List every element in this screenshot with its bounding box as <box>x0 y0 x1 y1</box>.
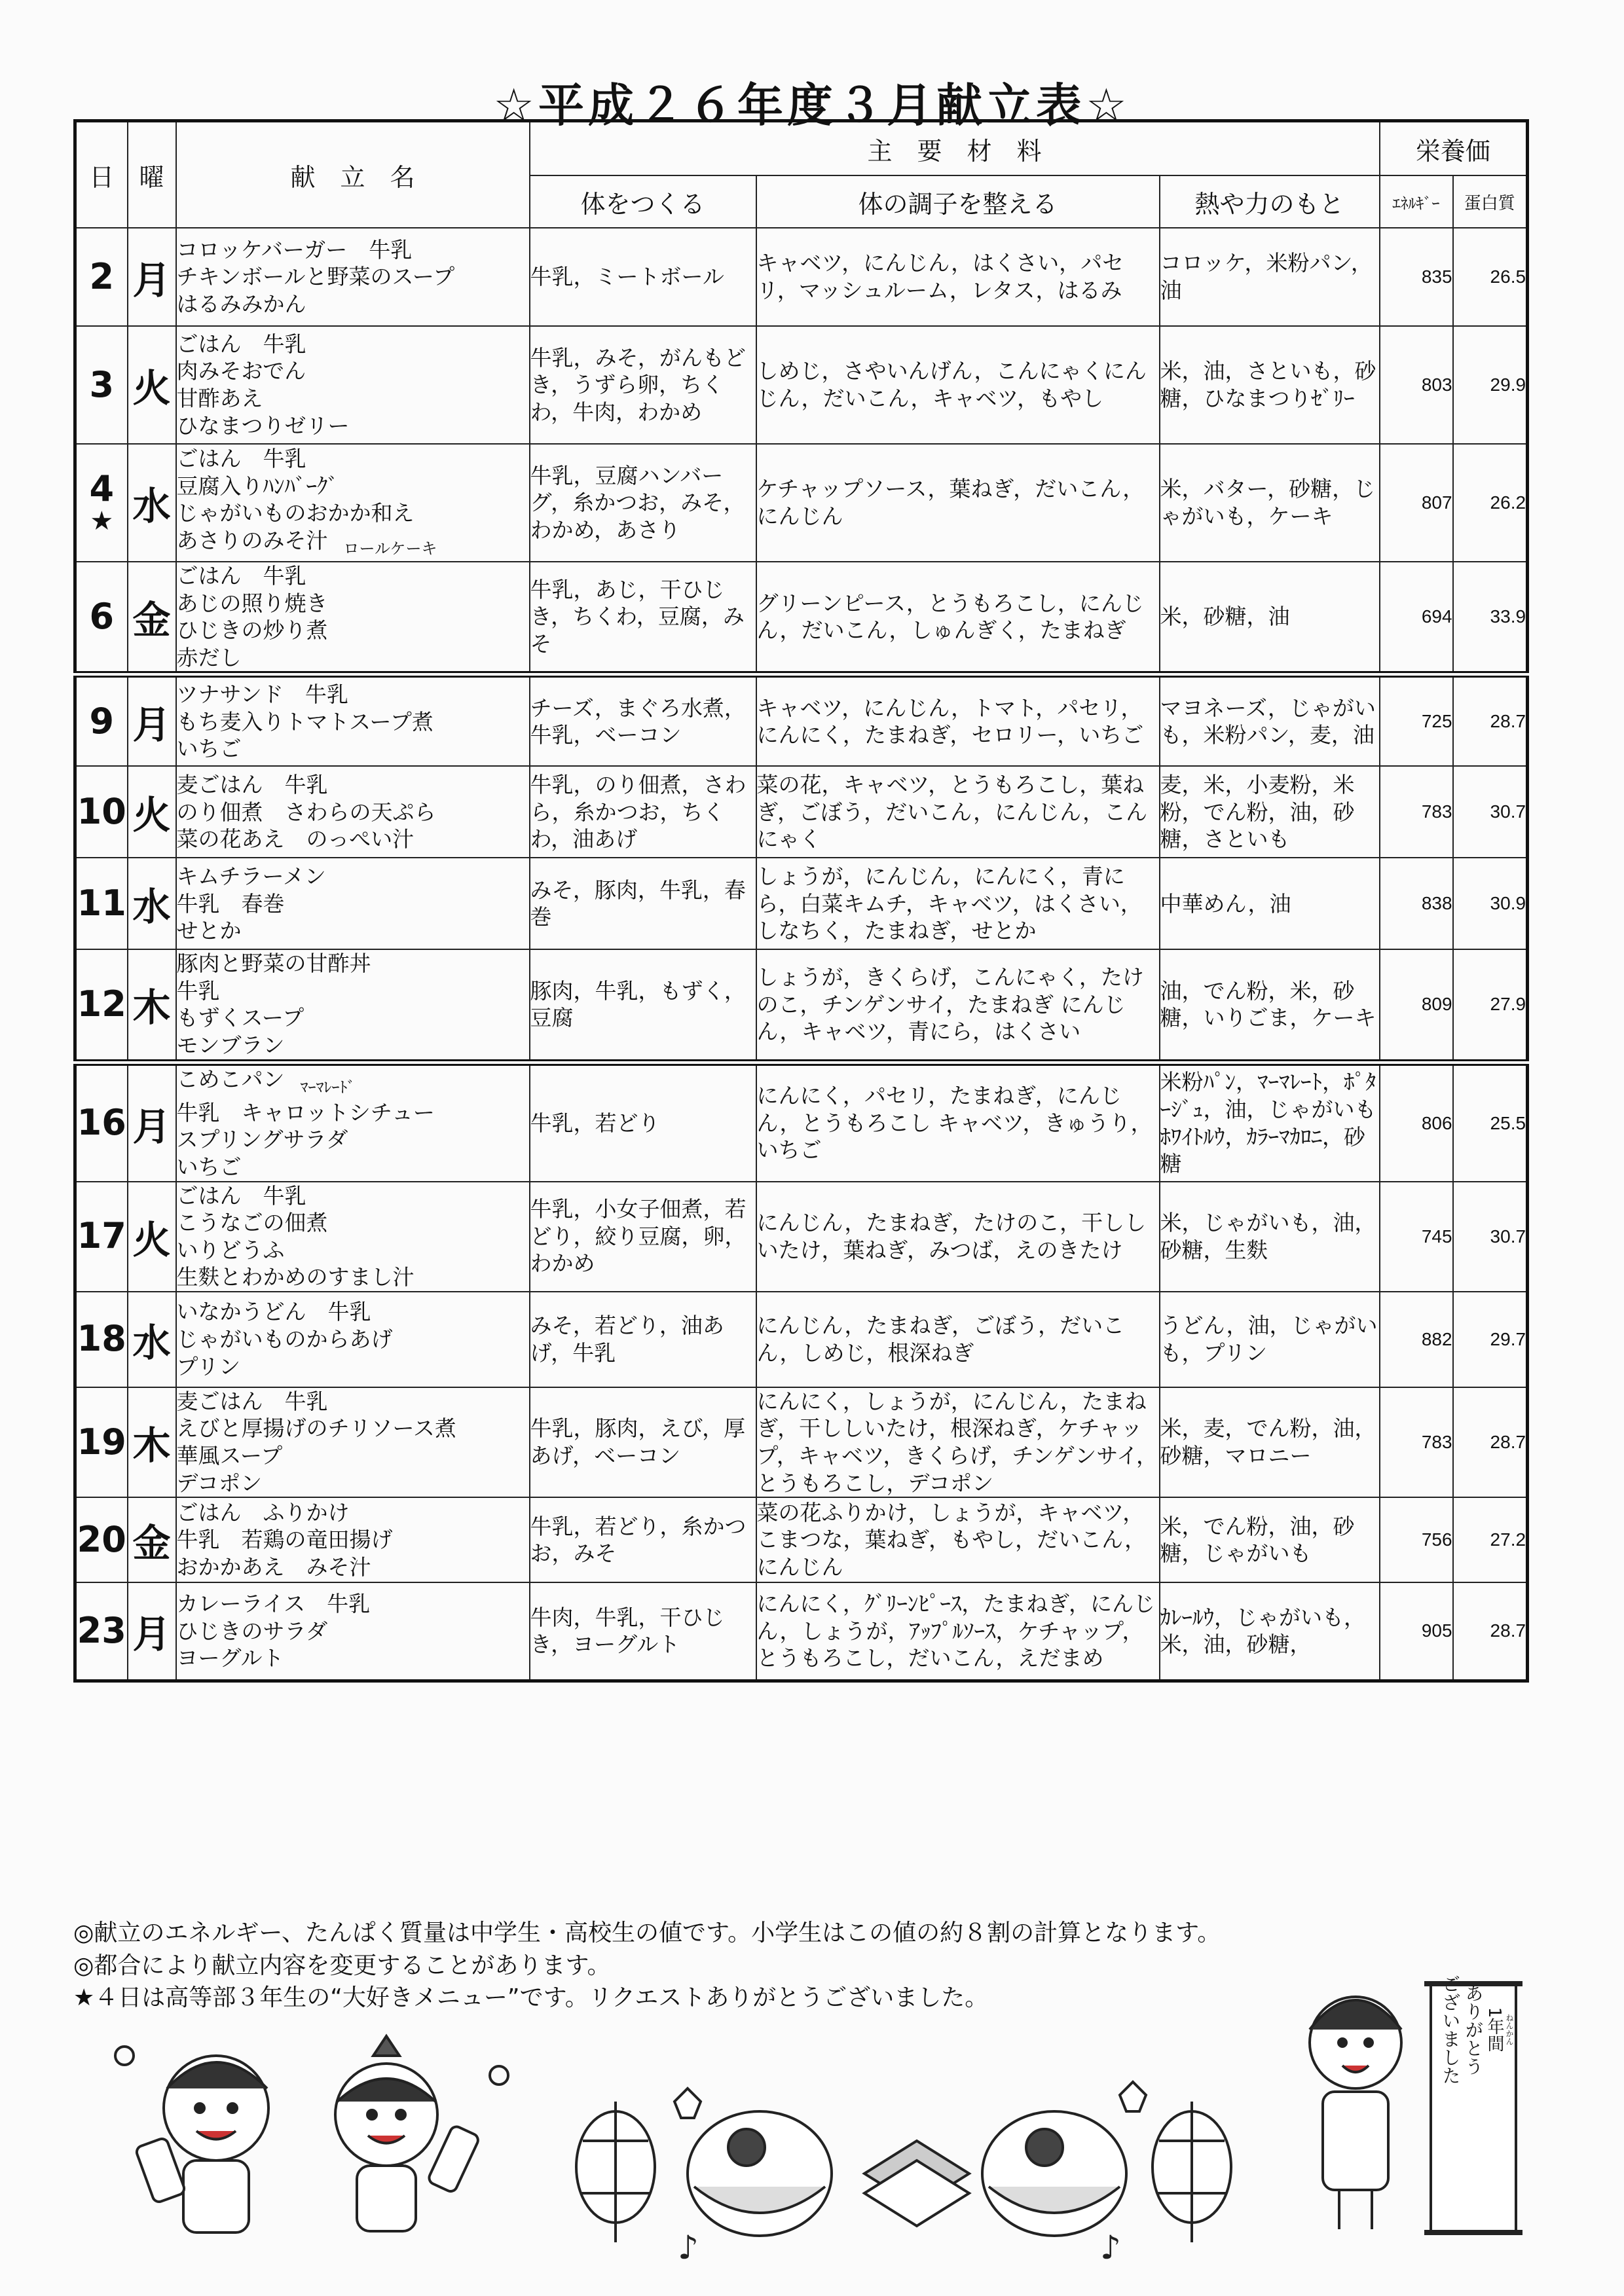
dish: キムチラーメン <box>176 863 326 889</box>
children-illustration <box>98 2016 517 2252</box>
menu-row <box>75 1063 1528 1182</box>
weekday-cell: 木 <box>128 949 176 1062</box>
menu-row <box>75 674 1528 766</box>
weekday-cell: 火 <box>128 326 176 444</box>
energy-source-cell: 油，でん粉，米，砂糖，いりごま，ケーキ <box>1160 949 1380 1062</box>
body-building-cell: 牛乳，若どり <box>530 1063 756 1182</box>
dish: ツナサンド 牛乳 <box>176 681 348 707</box>
header-menu-name: 献 立 名 <box>176 121 530 228</box>
header-energy: ｴﾈﾙｷﾞｰ <box>1380 175 1453 228</box>
dish: 豆腐入りﾊﾝﾊﾞｰｸﾞ <box>176 473 339 499</box>
body-regulating-cell: グリーンピース，とうもろこし，にんじん，だいこん，しゅんぎく，たまねぎ <box>756 562 1160 674</box>
energy-source-cell: 麦，米，小麦粉，米粉，でん粉，油，砂糖，さといも <box>1160 766 1380 858</box>
header-weekday: 曜 <box>128 121 176 228</box>
dish: 赤だし <box>176 644 242 670</box>
dish: プリン <box>176 1353 241 1379</box>
dish: あじの照り焼き <box>176 590 328 616</box>
energy-value-cell: 838 <box>1380 858 1453 949</box>
dish: 豚肉と野菜の甘酢丼 <box>176 951 371 977</box>
body-regulating-cell: キャベツ，にんじん，トマト，パセリ，にんにく，たまねぎ，セロリー，いちご <box>756 674 1160 766</box>
energy-value-cell: 783 <box>1380 766 1453 858</box>
dish: もずくスープ <box>176 1005 304 1031</box>
day-cell <box>75 1063 128 1182</box>
energy-source-cell: コロッケ，米粉パン，油 <box>1160 228 1380 326</box>
weekday-cell: 月 <box>128 674 176 766</box>
body-building-cell: 牛乳，豚肉，えび，厚あげ，ベーコン <box>530 1387 756 1497</box>
body-regulating-cell: 菜の花，キャベツ，とうもろこし，葉ねぎ，ごぼう，だいこん，にんじん，こんにゃく <box>756 766 1160 858</box>
dish: いちご <box>176 736 242 762</box>
energy-value-cell: 725 <box>1380 674 1453 766</box>
dish: 牛乳 キャロットシチュー <box>176 1099 435 1125</box>
energy-value-cell: 745 <box>1380 1182 1453 1292</box>
dish: のり佃煮 さわらの天ぷら <box>176 799 436 825</box>
menu-row <box>75 444 1528 562</box>
energy-source-cell: ｶﾚｰﾙｳ，じゃがいも，米，油，砂糖， <box>1160 1582 1380 1681</box>
body-building-cell: 牛乳，みそ，がんもどき，うずら卵，ちくわ，牛肉，わかめ <box>530 326 756 444</box>
weekday-cell: 水 <box>128 444 176 562</box>
weekday-cell: 月 <box>128 1582 176 1681</box>
energy-source-cell: 米粉ﾊﾟﾝ，ﾏｰﾏﾚｰﾄ，ﾎﾟﾀｰｼﾞｭ，油，じゃがいも ﾎﾜｲﾄﾙｳ，ｶﾗｰﾏｶﾛﾆ，砂糖 <box>1160 1063 1380 1182</box>
day-number: 17 <box>77 1215 126 1257</box>
body-building-cell: みそ，豚肉，牛乳，春巻 <box>530 858 756 949</box>
menu-name-cell <box>176 562 530 674</box>
menu-name-cell <box>176 444 530 562</box>
protein-value-cell: 29.7 <box>1453 1292 1528 1387</box>
protein-value-cell: 28.7 <box>1453 674 1528 766</box>
note-change: ◎都合により献立内容を変更することがあります。 <box>73 1952 611 1979</box>
day-number: 12 <box>77 983 126 1025</box>
dish: 牛乳 <box>176 977 220 1004</box>
header-body-regulating: 体の調子を整える <box>756 175 1160 228</box>
day-number: 3 <box>89 363 115 405</box>
menu-row <box>75 562 1528 674</box>
menu-name-cell <box>176 1497 530 1582</box>
dish: デコポン <box>176 1470 263 1496</box>
protein-value-cell: 26.5 <box>1453 228 1528 326</box>
body-regulating-cell: しょうが，にんじん，にんにく，青にら，白菜キムチ，キャベツ，はくさい，しなちく，たまねぎ，せとか <box>756 858 1160 949</box>
hina-doll-illustration <box>557 2062 1251 2272</box>
body-building-cell: 牛乳，のり佃煮，さわら，糸かつお，ちくわ，油あげ <box>530 766 756 858</box>
header-day: 日 <box>75 121 128 228</box>
body-regulating-cell: にんにく，ｸﾞﾘｰﾝﾋﾟｰｽ，たまねぎ，にんじん，しょうが，ｱｯﾌﾟﾙｿｰｽ，ケチャップ，とうもろこし，だいこん，えだまめ <box>756 1582 1160 1681</box>
dish: いちご <box>176 1154 242 1180</box>
day-number: 18 <box>77 1318 126 1360</box>
menu-row <box>75 1582 1528 1681</box>
energy-value-cell: 882 <box>1380 1292 1453 1387</box>
protein-value-cell: 25.5 <box>1453 1063 1528 1182</box>
dish: こめこパン <box>176 1066 285 1092</box>
energy-value-cell: 694 <box>1380 562 1453 674</box>
scroll-ruby: ねんかん <box>1505 2014 1514 2045</box>
scroll-text-1: ありがとう <box>1462 1984 1485 2075</box>
weekday-cell: 水 <box>128 858 176 949</box>
menu-row <box>75 326 1528 444</box>
dish: あさりのみそ汁 <box>176 527 328 553</box>
energy-source-cell: 中華めん，油 <box>1160 858 1380 949</box>
weekday-cell: 水 <box>128 1292 176 1387</box>
header-protein: 蛋白質 <box>1453 175 1528 228</box>
dish: せとか <box>176 918 242 944</box>
day-number: 23 <box>77 1610 126 1652</box>
energy-source-cell: 米，油，さといも，砂糖，ひなまつりｾﾞﾘｰ <box>1160 326 1380 444</box>
dish: 牛乳 若鶏の竜田揚げ <box>176 1527 393 1553</box>
body-building-cell: 牛乳，あじ，干ひじき，ちくわ，豆腐，みそ <box>530 562 756 674</box>
dish: 肉みそおでん <box>176 358 306 384</box>
protein-value-cell: 29.9 <box>1453 326 1528 444</box>
energy-source-cell: 米，バター，砂糖，じゃがいも，ケーキ <box>1160 444 1380 562</box>
energy-value-cell: 783 <box>1380 1387 1453 1497</box>
energy-source-cell: 米，麦，でん粉，油，砂糖，マロニー <box>1160 1387 1380 1497</box>
body-regulating-cell: にんじん，たまねぎ，ごぼう，だいこん，しめじ，根深ねぎ <box>756 1292 1160 1387</box>
menu-row <box>75 1292 1528 1387</box>
dish: 生麩とわかめのすまし汁 <box>176 1264 415 1290</box>
menu-name-cell <box>176 1182 530 1292</box>
dish-extra: ロールケーキ <box>343 539 437 558</box>
scroll-heading: 1年間 <box>1485 2007 1504 2052</box>
energy-value-cell: 806 <box>1380 1063 1453 1182</box>
dish: じゃがいものおかか和え <box>176 500 415 526</box>
day-cell <box>75 858 128 949</box>
protein-value-cell: 27.2 <box>1453 1497 1528 1582</box>
star-mark: ★ <box>90 506 114 537</box>
energy-value-cell: 809 <box>1380 949 1453 1062</box>
body-building-cell: 豚肉，牛乳，もずく，豆腐 <box>530 949 756 1062</box>
dish: 華風スープ <box>176 1442 283 1468</box>
dish: コロッケバーガー 牛乳 <box>176 236 413 263</box>
day-number: 9 <box>89 700 115 742</box>
day-cell <box>75 562 128 674</box>
menu-name-cell <box>176 1387 530 1497</box>
body-building-cell: みそ，若どり，油あげ，牛乳 <box>530 1292 756 1387</box>
dish: チキンボールと野菜のスープ <box>176 264 455 290</box>
dish: ひじきのサラダ <box>176 1618 328 1644</box>
energy-value-cell: 905 <box>1380 1582 1453 1681</box>
dish: はるみみかん <box>176 291 306 317</box>
protein-value-cell: 30.7 <box>1453 1182 1528 1292</box>
teacher-illustration <box>1283 1958 1545 2239</box>
menu-row <box>75 1387 1528 1497</box>
menu-name-cell <box>176 858 530 949</box>
menu-name-cell <box>176 766 530 858</box>
dish: ヨーグルト <box>176 1645 284 1671</box>
body-regulating-cell: 菜の花ふりかけ，しょうが，キャベツ，こまつな，葉ねぎ，もやし，だいこん，にんじん <box>756 1497 1160 1582</box>
dish: いりどうふ <box>176 1237 285 1263</box>
body-building-cell: 牛乳，豆腐ハンバーグ，糸かつお，みそ，わかめ，あさり <box>530 444 756 562</box>
weekday-cell: 火 <box>128 766 176 858</box>
dish: 牛乳 春巻 <box>176 890 285 917</box>
menu-row <box>75 858 1528 949</box>
day-cell <box>75 766 128 858</box>
day-cell <box>75 1497 128 1582</box>
menu-row <box>75 949 1528 1062</box>
header-energy-source: 熱や力のもと <box>1160 175 1380 228</box>
energy-value-cell: 756 <box>1380 1497 1453 1582</box>
dish: ごはん 牛乳 <box>176 1182 306 1209</box>
protein-value-cell: 30.7 <box>1453 766 1528 858</box>
day-cell <box>75 1182 128 1292</box>
body-building-cell: チーズ，まぐろ水煮，牛乳，ベーコン <box>530 674 756 766</box>
weekday-cell: 火 <box>128 1182 176 1292</box>
body-building-cell: 牛乳，若どり，糸かつお，みそ <box>530 1497 756 1582</box>
dish: ごはん 牛乳 <box>176 331 306 357</box>
header-body-building: 体をつくる <box>530 175 756 228</box>
body-regulating-cell: にんにく，しょうが，にんじん，たまねぎ，干ししいたけ，根深ねぎ，ケチャップ，キャベツ，きくらげ，チンゲンサイ，とうもろこし，デコポン <box>756 1387 1160 1497</box>
energy-value-cell: 835 <box>1380 228 1453 326</box>
energy-source-cell: 米，じゃがいも，油，砂糖，生麩 <box>1160 1182 1380 1292</box>
protein-value-cell: 27.9 <box>1453 949 1528 1062</box>
body-regulating-cell: キャベツ，にんじん，はくさい，パセリ，マッシュルーム，レタス，はるみ <box>756 228 1160 326</box>
day-cell <box>75 1292 128 1387</box>
scroll-text-2: ございました <box>1439 1975 1462 2085</box>
dish: 麦ごはん 牛乳 <box>176 1388 328 1414</box>
dish: スプリングサラダ <box>176 1127 348 1153</box>
menu-row <box>75 766 1528 858</box>
day-number: 19 <box>77 1421 126 1463</box>
day-number: 10 <box>77 790 126 832</box>
protein-value-cell: 28.7 <box>1453 1387 1528 1497</box>
body-building-cell: 牛乳，小女子佃煮，若どり，絞り豆腐，卵，わかめ <box>530 1182 756 1292</box>
dish: おかかあえ みそ汁 <box>176 1554 371 1580</box>
day-cell <box>75 228 128 326</box>
dish: カレーライス 牛乳 <box>176 1591 371 1617</box>
menu-row <box>75 228 1528 326</box>
energy-source-cell: マヨネーズ，じゃがいも，米粉パン，麦，油 <box>1160 674 1380 766</box>
day-number: 20 <box>77 1518 126 1560</box>
dish: 甘酢あえ <box>176 386 263 411</box>
dish: じゃがいものからあげ <box>176 1326 393 1353</box>
menu-name-cell <box>176 1063 530 1182</box>
body-regulating-cell: しょうが，きくらげ，こんにゃく，たけのこ，チンゲンサイ，たまねぎ にんじん，キャベツ，青にら，はくさい <box>756 949 1160 1062</box>
body-regulating-cell: にんじん，たまねぎ，たけのこ，干ししいたけ，葉ねぎ，みつば，えのきたけ <box>756 1182 1160 1292</box>
dish: モンブラン <box>176 1032 285 1059</box>
body-regulating-cell: ケチャップソース，葉ねぎ，だいこん，にんじん <box>756 444 1160 562</box>
day-number: 4 <box>89 467 115 509</box>
dish: こうなごの佃煮 <box>176 1210 328 1236</box>
dish: ごはん 牛乳 <box>176 446 306 472</box>
protein-value-cell: 26.2 <box>1453 444 1528 562</box>
menu-row <box>75 1182 1528 1292</box>
dish: 菜の花あえ のっぺい汁 <box>176 826 415 852</box>
dish: 麦ごはん 牛乳 <box>176 771 328 797</box>
protein-value-cell: 28.7 <box>1453 1582 1528 1681</box>
dish: ごはん ふりかけ <box>176 1499 350 1525</box>
protein-value-cell: 33.9 <box>1453 562 1528 674</box>
protein-value-cell: 30.9 <box>1453 858 1528 949</box>
menu-table <box>73 119 1529 1683</box>
day-number: 11 <box>77 882 126 924</box>
day-cell <box>75 444 128 562</box>
body-building-cell: 牛乳，ミートボール <box>530 228 756 326</box>
weekday-cell: 金 <box>128 562 176 674</box>
dish: ひじきの炒り煮 <box>176 617 328 644</box>
menu-row <box>75 1497 1528 1582</box>
energy-source-cell: 米，砂糖，油 <box>1160 562 1380 674</box>
page-title: ☆平成２６年度３月献立表☆ <box>493 79 1131 132</box>
energy-value-cell: 803 <box>1380 326 1453 444</box>
body-building-cell: 牛肉，牛乳，干ひじき，ヨーグルト <box>530 1582 756 1681</box>
menu-name-cell <box>176 326 530 444</box>
weekday-cell: 木 <box>128 1387 176 1497</box>
header-main-ingredients: 主 要 材 料 <box>530 121 1380 176</box>
svg-text:♪: ♪ <box>1100 2229 1121 2267</box>
menu-body <box>75 228 1528 1681</box>
day-cell <box>75 949 128 1062</box>
body-regulating-cell: しめじ，さやいんげん，こんにゃくにんじん，だいこん，キャベツ，もやし <box>756 326 1160 444</box>
energy-value-cell: 807 <box>1380 444 1453 562</box>
svg-text:♪: ♪ <box>678 2229 699 2267</box>
day-number: 6 <box>89 595 115 637</box>
dish: ごはん 牛乳 <box>176 563 306 589</box>
dish-extra: ﾏｰﾏﾚｰﾄﾞ <box>300 1078 356 1097</box>
dish: えびと厚揚げのチリソース煮 <box>176 1415 456 1442</box>
weekday-cell: 月 <box>128 1063 176 1182</box>
dish: いなかうどん 牛乳 <box>176 1299 371 1325</box>
day-number: 16 <box>77 1102 126 1144</box>
day-cell <box>75 1582 128 1681</box>
day-cell <box>75 326 128 444</box>
day-cell <box>75 674 128 766</box>
body-regulating-cell: にんにく，パセリ，たまねぎ，にんじん，とうもろこし キャベツ，きゅうり，いちご <box>756 1063 1160 1182</box>
weekday-cell: 月 <box>128 228 176 326</box>
dish: ひなまつりゼリー <box>176 412 350 439</box>
menu-name-cell <box>176 1582 530 1681</box>
weekday-cell: 金 <box>128 1497 176 1582</box>
day-number: 2 <box>89 255 115 297</box>
menu-name-cell <box>176 228 530 326</box>
note-nutrition: ◎献立のエネルギー、たんぱく質量は中学生・高校生の値です。小学生はこの値の約８割の計算となります。 <box>73 1920 1221 1946</box>
day-cell <box>75 1387 128 1497</box>
energy-source-cell: 米，でん粉，油，砂糖，じゃがいも <box>1160 1497 1380 1582</box>
menu-name-cell <box>176 674 530 766</box>
dish: もち麦入りトマトスープ煮 <box>176 708 434 735</box>
energy-source-cell: うどん，油，じゃがいも，プリン <box>1160 1292 1380 1387</box>
header-nutrition: 栄養価 <box>1380 121 1528 176</box>
menu-name-cell <box>176 1292 530 1387</box>
menu-name-cell <box>176 949 530 1062</box>
note-star: ★４日は高等部３年生の“大好きメニュー”です。リクエストありがとうございました。 <box>73 1984 989 2012</box>
